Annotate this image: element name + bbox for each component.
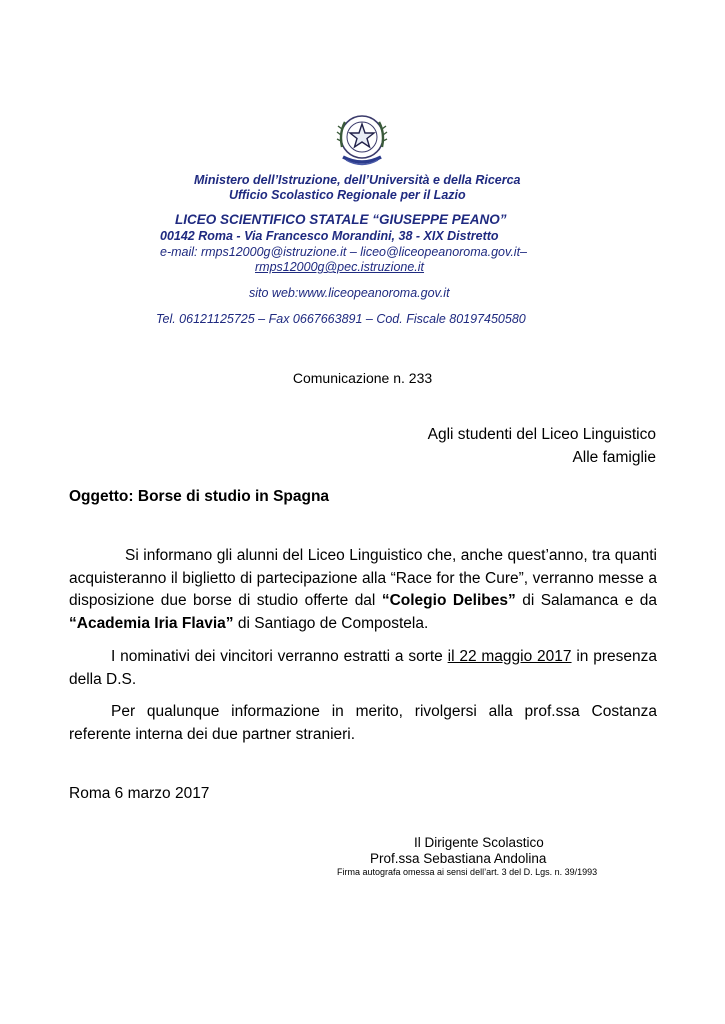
paragraph1-text-2: di Salamanca e da	[515, 592, 657, 609]
school-address: 00142 Roma - Via Francesco Morandini, 38 - XIX Distretto	[160, 229, 499, 243]
signature-title: Il Dirigente Scolastico	[414, 835, 544, 850]
regional-office: Ufficio Scolastico Regionale per il Lazio	[229, 188, 466, 202]
school-contacts: Tel. 06121125725 – Fax 0667663891 – Cod. Fiscale 80197450580	[156, 312, 526, 326]
academia-iria-flavia: “Academia Iria Flavia”	[69, 614, 234, 632]
italian-republic-emblem	[333, 111, 391, 171]
paragraph2-text-1: I nominativi dei vincitori verranno estratti a sorte	[111, 648, 448, 665]
school-website[interactable]: sito web:www.liceopeanoroma.gov.it	[249, 286, 450, 300]
paragraph-contact-info: Per qualunque informazione in merito, rivolgersi alla prof.ssa Costanza referente interna dei due partner stranieri.	[69, 703, 657, 743]
signature-note: Firma autografa omessa ai sensi dell’art. 3 del D. Lgs. n. 39/1993	[337, 867, 598, 877]
ministry-name: Ministero dell’Istruzione, dell’Università e della Ricerca	[194, 173, 521, 187]
school-email: e-mail: rmps12000g@istruzione.it – liceo@liceopeanoroma.gov.it–	[160, 245, 527, 259]
recipients-families: Alle famiglie	[572, 449, 656, 466]
paragraph1-text-1: Si informano gli alunni del Liceo Linguistico che, anche quest’anno, tra quanti acquisteranno il biglietto di partecipazione alla “Race for the Cure”, verranno messe a disposizione due borse di studio offerte dal	[69, 547, 657, 609]
colegio-delibes: “Colegio Delibes”	[381, 592, 516, 609]
paragraph-scholarships	[69, 545, 657, 635]
paragraph-draw-date	[69, 646, 657, 691]
paragraph1-text-3: di Santiago de Compostela.	[233, 614, 429, 632]
draw-date: il 22 maggio 2017	[447, 648, 572, 665]
school-name: LICEO SCIENTIFICO STATALE “GIUSEPPE PEANO”	[175, 212, 507, 227]
date-place: Roma 6 marzo 2017	[69, 785, 210, 802]
school-pec-link[interactable]: rmps12000g@pec.istruzione.it	[255, 260, 425, 274]
subject-line: Oggetto: Borse di studio in Spagna	[69, 488, 330, 505]
recipients-students: Agli studenti del Liceo Linguistico	[427, 426, 656, 443]
signature-name: Prof.ssa Sebastiana Andolina	[370, 851, 547, 866]
paragraph2-text-2: in presenza della D.S.	[69, 648, 657, 688]
communication-number: Comunicazione n. 233	[292, 370, 433, 386]
